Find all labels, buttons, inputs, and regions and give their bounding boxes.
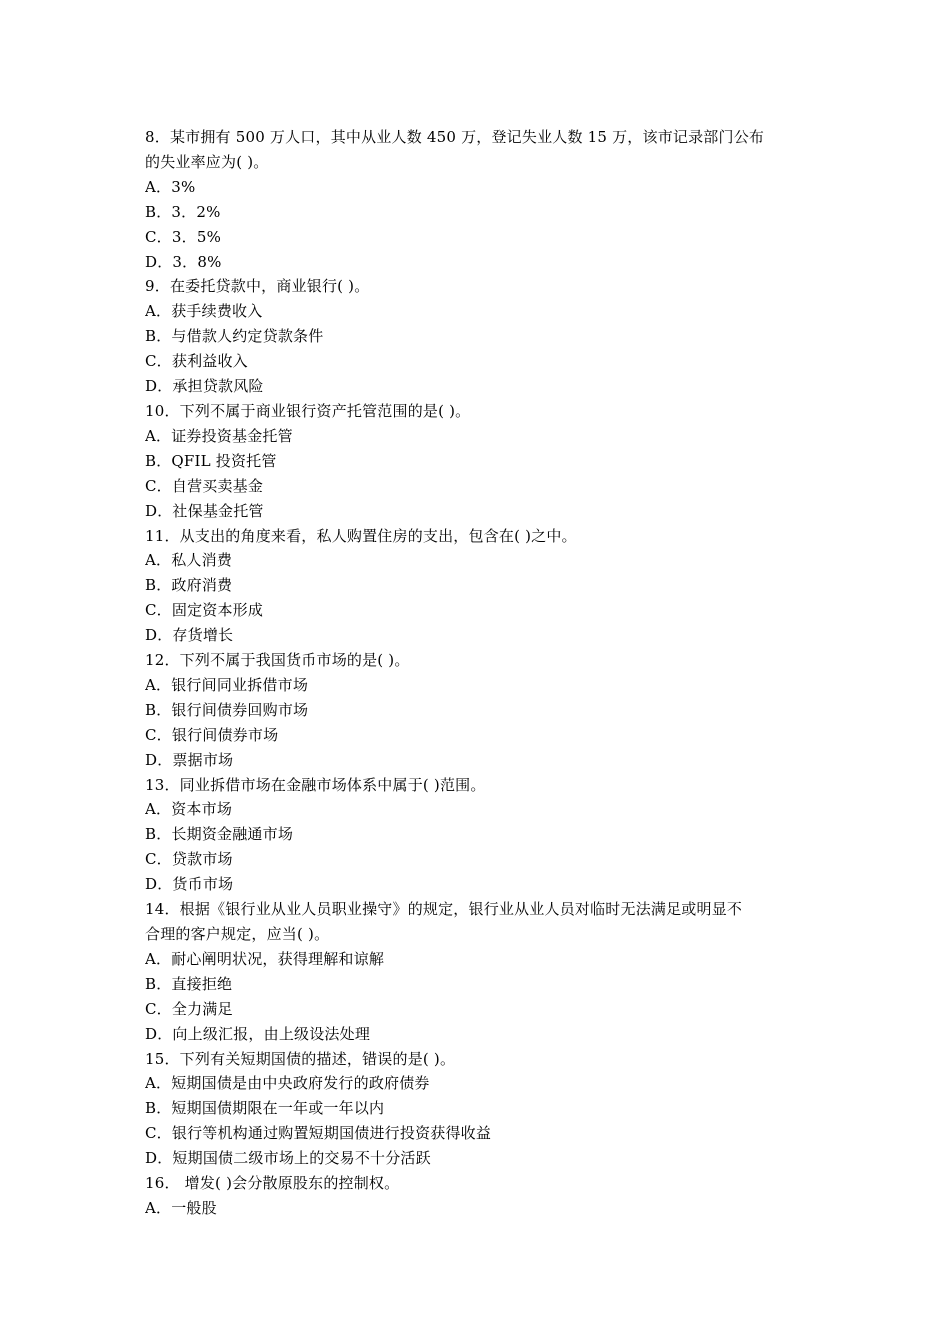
option-d: D．票据市场 [145,750,234,769]
question-stem-line: 合理的客户规定，应当( )。 [145,925,330,943]
option-b: B．QFIL 投资托管 [145,451,277,470]
question-10 [145,399,810,524]
option-c: C．3．5% [145,227,222,246]
question-stem-line: 16． 增发( )会分散原股东的控制权。 [145,1174,400,1193]
question-stem-line: 10．下列不属于商业银行资产托管范围的是( )。 [145,401,471,420]
option-a: A．资本市场 [145,800,233,819]
question-12 [145,648,810,773]
question-stem-line: 12．下列不属于我国货币市场的是( )。 [145,651,410,670]
question-13 [145,773,810,898]
document-page [145,125,810,1221]
question-14 [145,897,810,1046]
question-stem-line: 9．在委托贷款中，商业银行( )。 [145,277,370,296]
option-c: C．获利益收入 [145,352,248,371]
option-d: D．货币市场 [145,875,234,894]
option-b: B．短期国债期限在一年或一年以内 [145,1099,385,1118]
option-b: B．3．2% [145,202,221,221]
question-stem-line: 11．从支出的角度来看，私人购置住房的支出，包含在( )之中。 [145,526,577,545]
option-a: A．私人消费 [145,551,233,570]
option-c: C．全力满足 [145,999,233,1018]
option-a: A．证券投资基金托管 [145,426,293,445]
option-b: B．与借款人约定贷款条件 [145,327,324,346]
option-d: D．向上级汇报，由上级设法处理 [145,1024,371,1043]
question-stem-line: 的失业率应为( )。 [145,152,269,171]
option-a: A．一般股 [145,1198,217,1217]
option-c: C．银行等机构通过购置短期国债进行投资获得收益 [145,1124,492,1143]
question-11 [145,524,810,649]
option-d: D．承担贷款风险 [145,377,264,396]
option-a: A．3% [145,177,196,196]
option-a: A．耐心阐明状况，获得理解和谅解 [145,949,385,968]
option-b: B．政府消费 [145,576,233,595]
option-c: C．贷款市场 [145,850,233,869]
question-stem-line: 15．下列有关短期国债的描述，错误的是( )。 [145,1049,456,1068]
option-a: A．短期国债是由中央政府发行的政府债券 [145,1074,430,1093]
option-b: B．长期资金融通市场 [145,825,294,844]
option-c: C．银行间债券市场 [145,725,279,744]
option-d: D．短期国债二级市场上的交易不十分活跃 [145,1149,431,1168]
option-b: B．直接拒绝 [145,974,233,993]
option-d: D．存货增长 [145,626,234,645]
question-stem-line: 13．同业拆借市场在金融市场体系中属于( )范围。 [145,775,486,794]
option-d: D．3．8% [145,252,222,271]
question-stem-line: 8．某市拥有 500 万人口，其中从业人数 450 万，登记失业人数 15 万，该市记录部门公布 [145,128,765,146]
question-stem-line: 14．根据《银行业从业人员职业操守》的规定，银行业从业人员对临时无法满足或明显不 [145,900,743,919]
option-b: B．银行间债券回购市场 [145,700,309,719]
question-9 [145,274,810,399]
question-16 [145,1171,810,1221]
option-a: A．银行间同业拆借市场 [145,675,309,694]
option-c: C．固定资本形成 [145,601,264,620]
option-d: D．社保基金托管 [145,501,264,520]
question-8 [145,125,810,274]
question-15 [145,1047,810,1172]
option-c: C．自营买卖基金 [145,476,264,495]
option-a: A．获手续费收入 [145,302,263,321]
